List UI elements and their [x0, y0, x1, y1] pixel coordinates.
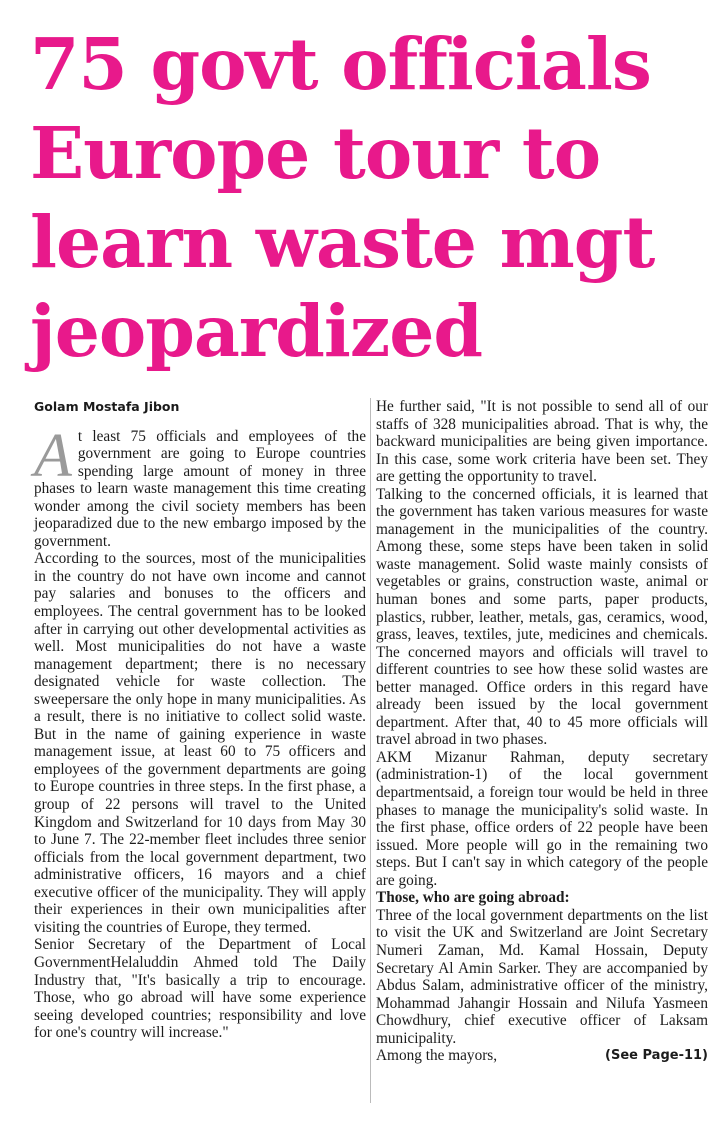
headline-line-4: jeopardized	[30, 289, 483, 373]
paragraph: He further said, "It is not possible to send all of our staffs of 328 municipalities abroad. That is why, the backward municipalities are being given importance. In this case, some work criteria have been set. They are getting the opportunity to travel.	[376, 398, 708, 486]
right-column	[376, 398, 708, 1065]
dropcap: A	[34, 421, 72, 490]
headline-line-1: 75 govt officials	[30, 22, 651, 106]
lead-paragraph-text: t least 75 officials and employees of the government are going to Europe countries spending large amount of money in three phases to learn waste management this time creating wonder among the civil society members has been jeoparadized due to the new embargo imposed by the government.	[34, 427, 366, 550]
continued-on-page-note: (See Page-11)	[605, 1048, 708, 1064]
lead-paragraph	[34, 421, 366, 551]
paragraph: Three of the local government departments on the list to visit the UK and Switzerland are Joint Secretary Numeri Zaman, Md. Kamal Hossain, Deputy Secretary Al Amin Sarker. They are accompanied by Abdus Salam, administrative officer of the ministry, Mohammad Jahangir Hossain and Nilufa Yasmeen Chowdhury, chief executive officer of Laksam municipality.	[376, 906, 708, 1047]
continuation-line	[376, 1047, 708, 1065]
headline-line-2: Europe tour to	[30, 111, 601, 195]
left-column	[34, 398, 366, 1042]
paragraph: According to the sources, most of the municipalities in the country do not have own income and cannot pay salaries and bonuses to the officers and employees. The central government has to be looked after in carrying out other developmental activities as well. Most municipalities do not have a waste management department; there is no necessary designated vehicle for waste collection. The sweepersare the only hope in many municipalities. As a result, there is no initiative to collect solid waste. But in the name of gaining experience in waste management issue, at least 60 to 75 officers and employees of the government departments are going to Europe countries in three steps. In the first phase, a group of 22 persons will travel to the United Kingdom and Switzerland for 10 days from May 30 to June 7. The 22-member fleet includes three senior officials from the local government department, two administrative officers, 16 mayors and a chief executive officer of the municipality. They will apply their experiences in their own municipalities after visiting the countries of Europe, they termed.	[34, 550, 366, 936]
subheading: Those, who are going abroad:	[376, 889, 570, 907]
paragraph: AKM Mizanur Rahman, deputy secretary (administration-1) of the local government departmentsaid, a foreign tour would be held in three phases to manage the municipality's solid waste. In the first phase, office orders of 22 people have been issued. More people will go in the remaining two steps. But I can't say in which category of the people are going.	[376, 748, 708, 889]
paragraph: Senior Secretary of the Department of Local GovernmentHelaluddin Ahmed told The Daily Industry that, "It's basically a trip to encourage. Those, who go abroad will have some experience seeing developed countries; responsibility and love for one's country will increase."	[34, 936, 366, 1042]
byline: Golam Mostafa Jibon	[34, 399, 180, 414]
paragraph: Talking to the concerned officials, it is learned that the government has taken various measures for waste management in the municipalities of the country. Among these, some steps have been taken in solid waste management. Solid waste mainly consists of vegetables or grains, construction waste, animal or human bones and some parts, paper products, plastics, rubber, leather, metals, gas, ceramics, wood, grass, leaves, textiles, jute, medicines and chemicals. The concerned mayors and officials will travel to different countries to see how these solid wastes are better managed. Office orders in this regard have already been issued by the local government department. After that, 40 to 45 more officials will travel abroad in two phases.	[376, 485, 708, 749]
headline-line-3: learn waste mgt	[30, 200, 655, 284]
last-fragment: Among the mayors,	[376, 1047, 498, 1065]
headline	[30, 20, 710, 376]
column-divider	[370, 398, 371, 1103]
